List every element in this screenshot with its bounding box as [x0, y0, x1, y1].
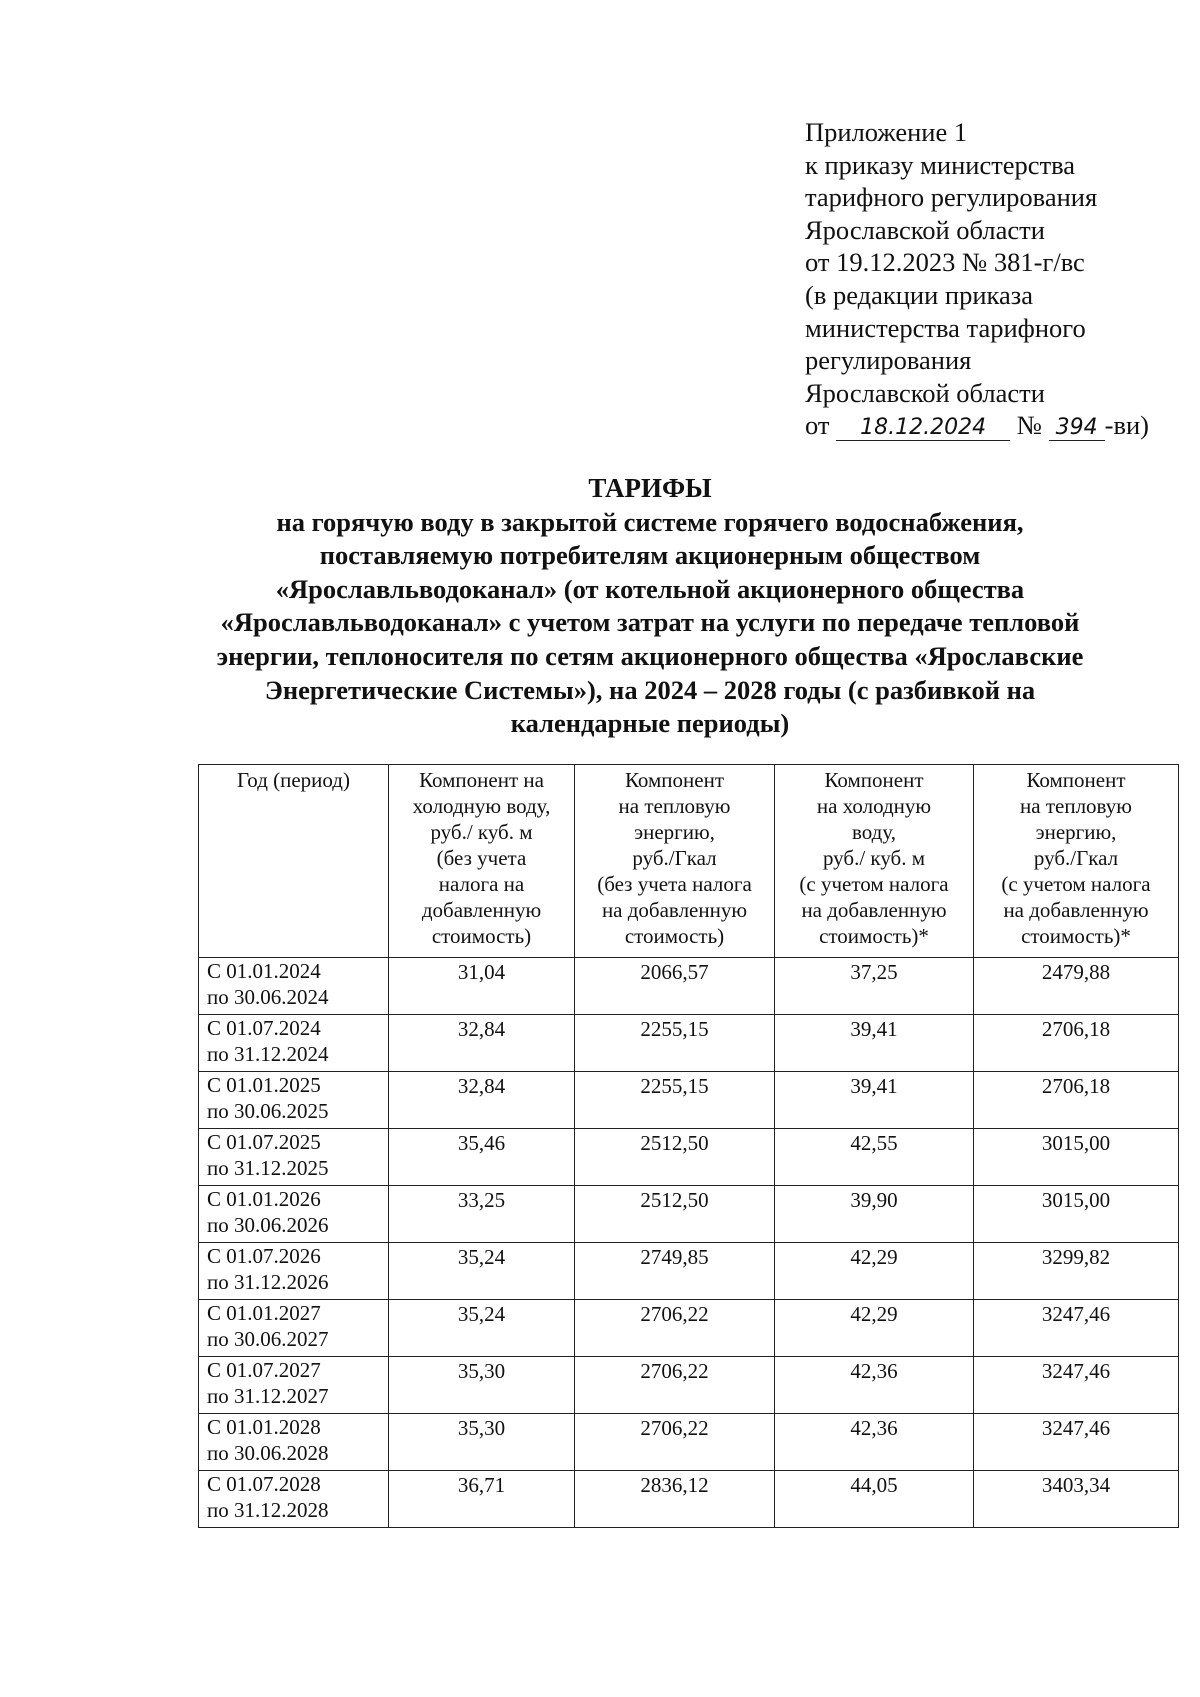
heat-no-vat-cell: 2255,15: [575, 1015, 775, 1072]
cold-vat-cell: 44,05: [775, 1471, 974, 1528]
table-row: [199, 1414, 1179, 1471]
table-row: [199, 1357, 1179, 1414]
heat-no-vat-cell: 2749,85: [575, 1243, 775, 1300]
cold-no-vat-cell: 33,25: [389, 1186, 575, 1243]
cold-no-vat-cell: 32,84: [389, 1015, 575, 1072]
heat-vat-cell: 2479,88: [974, 958, 1179, 1015]
heat-no-vat-cell: 2706,22: [575, 1414, 775, 1471]
cold-vat-cell: 42,36: [775, 1414, 974, 1471]
tariffs-table: [198, 764, 1179, 1528]
period-cell: С 01.07.2024 по 31.12.2024: [199, 1015, 389, 1072]
table-row: [199, 1072, 1179, 1129]
period-cell: С 01.07.2026 по 31.12.2026: [199, 1243, 389, 1300]
period-cell: С 01.01.2025 по 30.06.2025: [199, 1072, 389, 1129]
column-header-cold-no-vat: Компонент на холодную воду, руб./ куб. м (без учета налога на добавленную стоимость): [389, 765, 575, 958]
heat-vat-cell: 3403,34: [974, 1471, 1179, 1528]
cold-no-vat-cell: 35,46: [389, 1129, 575, 1186]
column-header-cold-vat: Компонент на холодную воду, руб./ куб. м (с учетом налога на добавленную стоимость)*: [775, 765, 974, 958]
cold-vat-cell: 39,90: [775, 1186, 974, 1243]
cold-vat-cell: 37,25: [775, 958, 974, 1015]
period-cell: С 01.01.2028 по 30.06.2028: [199, 1414, 389, 1471]
number-sign: №: [1016, 410, 1043, 441]
appendix-line: министерства тарифного: [805, 312, 1086, 343]
heat-vat-cell: 2706,18: [974, 1015, 1179, 1072]
handwritten-number: 394: [1049, 416, 1105, 441]
heat-no-vat-cell: 2512,50: [575, 1129, 775, 1186]
amendment-prefix: от: [805, 410, 830, 441]
column-header-heat-vat: Компонент на тепловую энергию, руб./Гкал (с учетом налога на добавленную стоимость)*: [974, 765, 1179, 958]
table-row: [199, 1300, 1179, 1357]
heat-no-vat-cell: 2255,15: [575, 1072, 775, 1129]
heat-no-vat-cell: 2066,57: [575, 958, 775, 1015]
heat-vat-cell: 2706,18: [974, 1072, 1179, 1129]
appendix-block: [805, 116, 1185, 442]
column-header-period: Год (период): [199, 765, 389, 958]
cold-no-vat-cell: 32,84: [389, 1072, 575, 1129]
table-row: [199, 1129, 1179, 1186]
heat-vat-cell: 3299,82: [974, 1243, 1179, 1300]
period-cell: С 01.01.2026 по 30.06.2026: [199, 1186, 389, 1243]
appendix-line: тарифного регулирования: [805, 182, 1098, 213]
cold-vat-cell: 42,29: [775, 1243, 974, 1300]
handwritten-date: 18.12.2024: [836, 416, 1010, 441]
amendment-suffix: -ви): [1104, 410, 1149, 441]
appendix-line: от 19.12.2023 № 381-г/вс: [805, 247, 1085, 278]
heat-vat-cell: 3247,46: [974, 1357, 1179, 1414]
cold-vat-cell: 42,36: [775, 1357, 974, 1414]
cold-no-vat-cell: 35,30: [389, 1414, 575, 1471]
period-cell: С 01.07.2028 по 31.12.2028: [199, 1471, 389, 1528]
period-cell: С 01.01.2024 по 30.06.2024: [199, 958, 389, 1015]
heat-no-vat-cell: 2706,22: [575, 1357, 775, 1414]
period-cell: С 01.07.2025 по 31.12.2025: [199, 1129, 389, 1186]
table-row: [199, 1015, 1179, 1072]
heat-no-vat-cell: 2706,22: [575, 1300, 775, 1357]
column-header-heat-no-vat: Компонент на тепловую энергию, руб./Гкал (без учета налога на добавленную стоимость): [575, 765, 775, 958]
appendix-line: Ярославской области: [805, 214, 1045, 245]
cold-no-vat-cell: 35,30: [389, 1357, 575, 1414]
heat-vat-cell: 3247,46: [974, 1300, 1179, 1357]
heat-no-vat-cell: 2836,12: [575, 1471, 775, 1528]
table-header-row: [199, 765, 1179, 958]
heat-vat-cell: 3247,46: [974, 1414, 1179, 1471]
period-cell: С 01.07.2027 по 31.12.2027: [199, 1357, 389, 1414]
appendix-line: регулирования: [805, 345, 972, 376]
cold-vat-cell: 39,41: [775, 1072, 974, 1129]
appendix-line: к приказу министерства: [805, 149, 1076, 180]
heat-no-vat-cell: 2512,50: [575, 1186, 775, 1243]
title-heading: ТАРИФЫ: [588, 473, 712, 503]
appendix-line: Ярославской области: [805, 377, 1045, 408]
table-row: [199, 1186, 1179, 1243]
cold-no-vat-cell: 36,71: [389, 1471, 575, 1528]
table-row: [199, 1243, 1179, 1300]
amendment-order-line: [805, 409, 1185, 442]
cold-vat-cell: 42,55: [775, 1129, 974, 1186]
cold-no-vat-cell: 35,24: [389, 1243, 575, 1300]
table-row: [199, 1471, 1179, 1528]
heat-vat-cell: 3015,00: [974, 1186, 1179, 1243]
period-cell: С 01.01.2027 по 30.06.2027: [199, 1300, 389, 1357]
cold-vat-cell: 39,41: [775, 1015, 974, 1072]
appendix-line: Приложение 1: [805, 117, 968, 147]
cold-vat-cell: 42,29: [775, 1300, 974, 1357]
heat-vat-cell: 3015,00: [974, 1129, 1179, 1186]
table-row: [199, 958, 1179, 1015]
cold-no-vat-cell: 31,04: [389, 958, 575, 1015]
cold-no-vat-cell: 35,24: [389, 1300, 575, 1357]
document-title: [150, 472, 1150, 741]
title-subtitle: на горячую воду в закрытой системе горячего водоснабжения, поставляемую потребителям акционерным обществом «Ярославльводоканал» (от котельной акционерного общества «Ярославльводоканал» с учетом затрат на услуги по передаче тепловой энергии, теплоносителя по сетям акционерного общества «Ярославские Энергетические Системы»), на 2024 – 2028 годы (с разбивкой на календарные периоды): [216, 506, 1084, 739]
appendix-line: (в редакции приказа: [805, 279, 1033, 310]
